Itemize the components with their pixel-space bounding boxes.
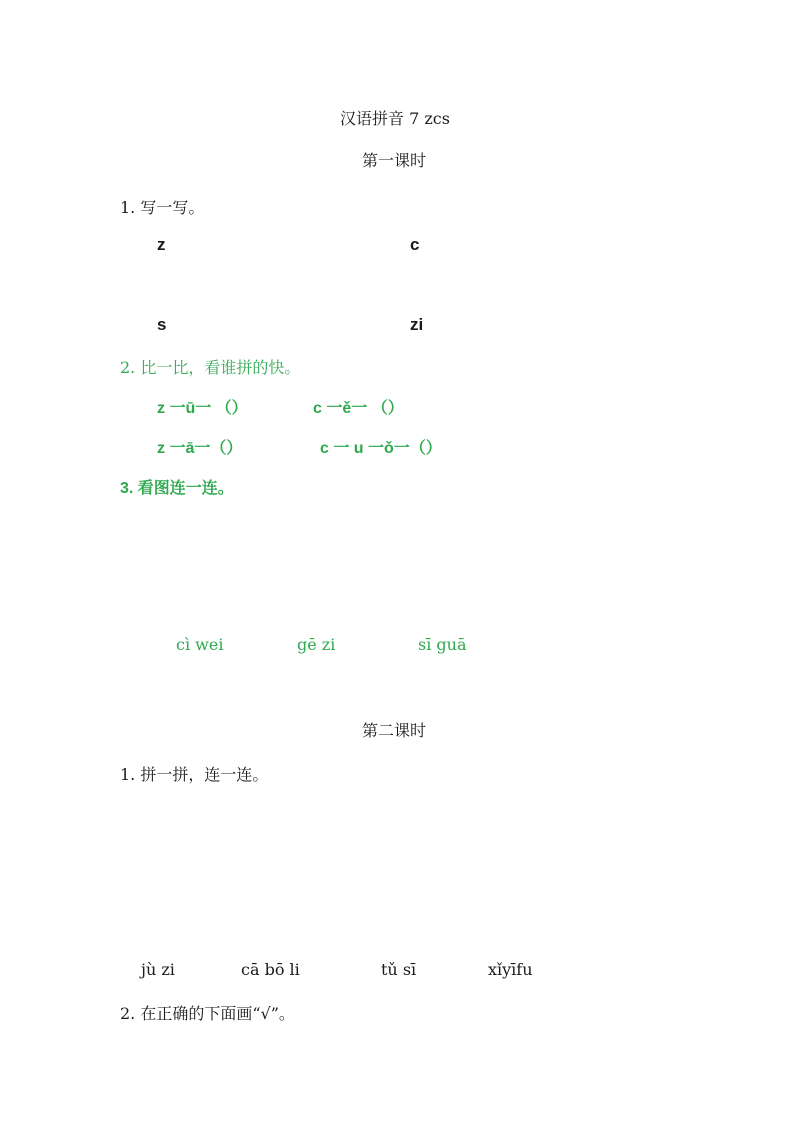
lesson1-heading: 第一课时 bbox=[362, 151, 427, 170]
lesson2-heading: 第二课时 bbox=[362, 721, 427, 740]
spelling-item: z 一ū一 （） bbox=[157, 400, 248, 417]
pinyin-word: sī guā bbox=[418, 635, 467, 654]
pinyin-word: tǔ sī bbox=[381, 960, 417, 979]
letter-s: s bbox=[157, 315, 167, 334]
lesson1-q1-label: 1. 写一写。 bbox=[120, 198, 205, 217]
pinyin-word: jù zi bbox=[141, 960, 175, 979]
document-title: 汉语拼音 7 zcs bbox=[340, 109, 450, 128]
pinyin-word: xǐyīfu bbox=[488, 960, 533, 979]
letter-z: z bbox=[157, 235, 166, 254]
lesson2-q2-label: 2. 在正确的下面画“√”。 bbox=[120, 1004, 295, 1023]
letter-zi: zi bbox=[410, 315, 424, 334]
lesson1-q2-label: 2. 比一比，看谁拼的快。 bbox=[120, 358, 301, 377]
lesson1-q3-label: 3. 看图连一连。 bbox=[120, 480, 234, 497]
lesson2-q1-label: 1. 拼一拼，连一连。 bbox=[120, 765, 269, 784]
letter-c: c bbox=[410, 235, 420, 254]
spelling-item: z 一ā一（） bbox=[157, 440, 243, 457]
spelling-item: c 一ě一 （） bbox=[313, 400, 404, 417]
pinyin-word: gē zi bbox=[297, 635, 336, 654]
spelling-item: c 一 u 一ǒ一（） bbox=[320, 440, 442, 457]
pinyin-word: cì wei bbox=[176, 635, 224, 654]
pinyin-word: cā bō li bbox=[241, 960, 300, 979]
